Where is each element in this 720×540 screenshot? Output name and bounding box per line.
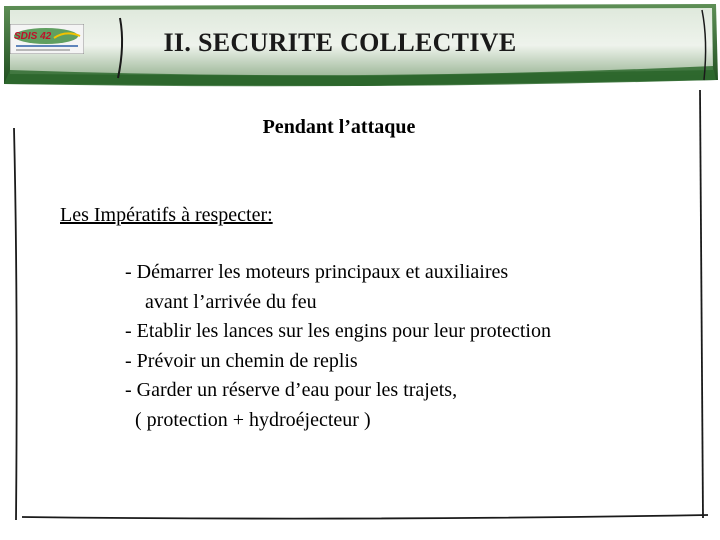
list-item: ( protection + hydroéjecteur ) (125, 408, 371, 431)
svg-text:SDIS 42: SDIS 42 (14, 31, 52, 42)
page-title: II. SECURITE COLLECTIVE (163, 28, 517, 57)
list-item: - Démarrer les moteurs principaux et auxiliaires (125, 261, 509, 283)
list-item: - Prévoir un chemin de replis (125, 349, 358, 372)
imperatives-list (125, 258, 551, 435)
sdis-logo (10, 24, 84, 54)
slide-subtitle: Pendant l’attaque (262, 116, 416, 138)
list-item: - Etablir les lances sur les engins pour leur protection (125, 320, 551, 342)
list-item: avant l’arrivée du feu (125, 290, 317, 313)
list-item: - Garder un réserve d’eau pour les trajets, (125, 379, 458, 401)
section-heading: Les Impératifs à respecter: (60, 204, 273, 226)
